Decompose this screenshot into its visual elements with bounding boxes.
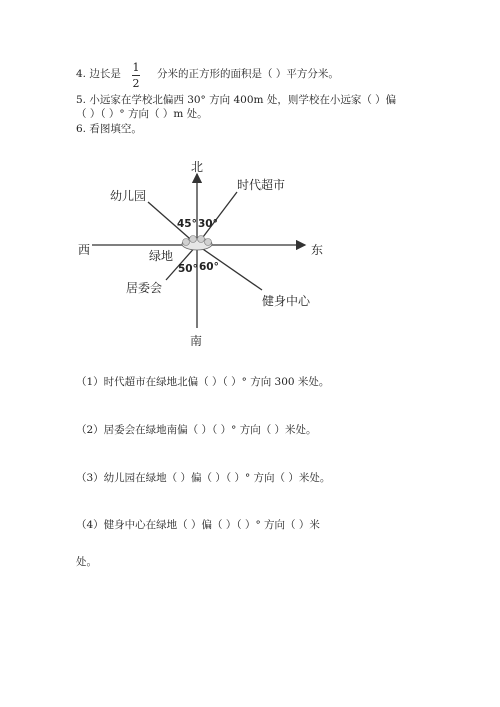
angle-committee: 50° bbox=[178, 263, 198, 275]
north-label: 北 bbox=[191, 160, 204, 174]
q4-fraction-denominator: 2 bbox=[132, 77, 140, 90]
gym-label: 健身中心 bbox=[262, 294, 311, 308]
kindergarten-label: 幼儿园 bbox=[110, 189, 147, 203]
q4-prefix: 4. 边长是 bbox=[76, 68, 121, 80]
south-label: 南 bbox=[190, 334, 203, 348]
angle-kindergarten: 45° bbox=[177, 218, 197, 230]
q6-sub3: （3）幼儿园在绿地（ ）偏（ ）（ ）° 方向（ ）米处。 bbox=[76, 472, 331, 484]
angle-gym: 60° bbox=[199, 261, 219, 273]
q6-sub4-line2: 处。 bbox=[76, 556, 97, 568]
q6-sub2: （2）居委会在绿地南偏（ ）（ ）° 方向（ ）米处。 bbox=[76, 424, 317, 436]
q5-line2: （ ）（ ）° 方向（ ）m 处。 bbox=[76, 108, 208, 120]
center-label: 绿地 bbox=[149, 249, 174, 263]
committee-label: 居委会 bbox=[126, 281, 163, 295]
q6-sub1: （1）时代超市在绿地北偏（ ）（ ）° 方向 300 米处。 bbox=[76, 376, 330, 388]
angle-supermarket: 30° bbox=[198, 218, 218, 230]
q6-sub4-line1: （4）健身中心在绿地（ ）偏（ ）（ ）° 方向（ ）米 bbox=[76, 519, 320, 531]
q5-line1: 5. 小远家在学校北偏西 30° 方向 400m 处，则学校在小远家（ ）偏 bbox=[76, 94, 397, 106]
green-area-icon bbox=[182, 236, 212, 251]
supermarket-label: 时代超市 bbox=[237, 178, 286, 192]
west-label: 西 bbox=[78, 243, 91, 257]
east-label: 东 bbox=[311, 243, 324, 257]
q4-fraction-numerator: 1 bbox=[132, 61, 140, 74]
q6-title: 6. 看图填空。 bbox=[76, 123, 142, 135]
q4-suffix: 分米的正方形的面积是（ ）平方分米。 bbox=[157, 68, 339, 80]
